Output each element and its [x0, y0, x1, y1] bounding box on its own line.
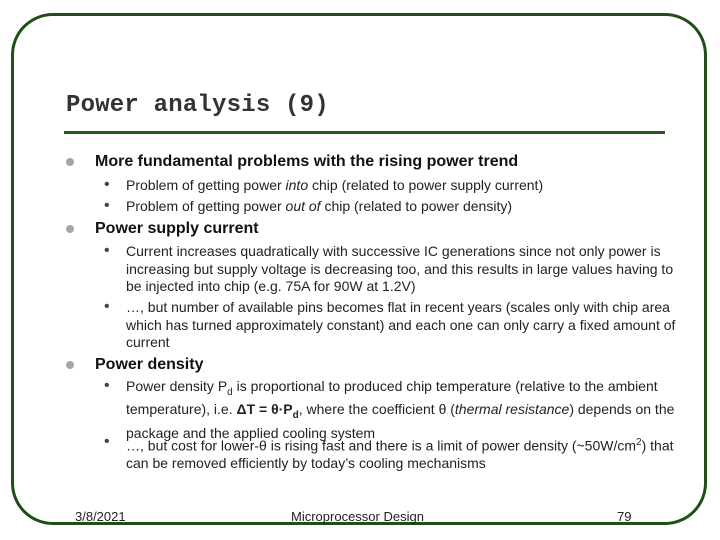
- sub-item-2-2: …, but number of available pins becomes flat in recent years (scales only with chip area which has turned approximately constant) and each one can only carry a fixed amount of current: [126, 299, 676, 350]
- sub-bullet: •: [104, 433, 110, 450]
- sub-item-1-2: Problem of getting power out of chip (related to power density): [126, 198, 512, 214]
- footer-page-number: 79: [617, 509, 632, 524]
- section-heading-1: More fundamental problems with the rising power trend: [95, 153, 519, 170]
- sub-bullet: •: [104, 377, 110, 394]
- footer-date: 3/8/2021: [75, 509, 126, 524]
- section-bullet: [66, 158, 74, 166]
- section-heading-2: Power supply current: [95, 220, 259, 237]
- title-underline: [64, 131, 665, 134]
- section-bullet: [66, 361, 74, 369]
- sub-item-3-1: Power density $P_d$ is proportional to produced chip temperature (relative to the ambient temperature), i.e. $\Delta T = \theta\cdot P_d$, where the coefficient θ (thermal resistance) depends on the package and the applied cooling system: [126, 378, 675, 441]
- sub-bullet: •: [104, 176, 110, 193]
- section-bullet: [66, 225, 74, 233]
- sub-item-1-1: Problem of getting power into chip (related to power supply current): [126, 177, 544, 193]
- sub-item-2-1: Current increases quadratically with successive IC generations since not only power is increasing but supply voltage is decreasing too, and this results in large values having to be injected into chip (e.g. 75A for 90W at 1.2V): [126, 243, 674, 294]
- footer-title: Microprocessor Design: [291, 509, 424, 524]
- sub-bullet: •: [104, 242, 110, 259]
- sub-bullet: •: [104, 298, 110, 315]
- sub-item-3-2: …, but cost for lower-θ is rising fast and there is a limit of power density $(\sim 50W/cm^2)$ that can be removed efficiently by today’s cooling mechanisms: [126, 437, 674, 472]
- slide-title: Power analysis (9): [66, 92, 329, 119]
- sub-bullet: •: [104, 197, 110, 214]
- section-heading-3: Power density: [95, 356, 204, 373]
